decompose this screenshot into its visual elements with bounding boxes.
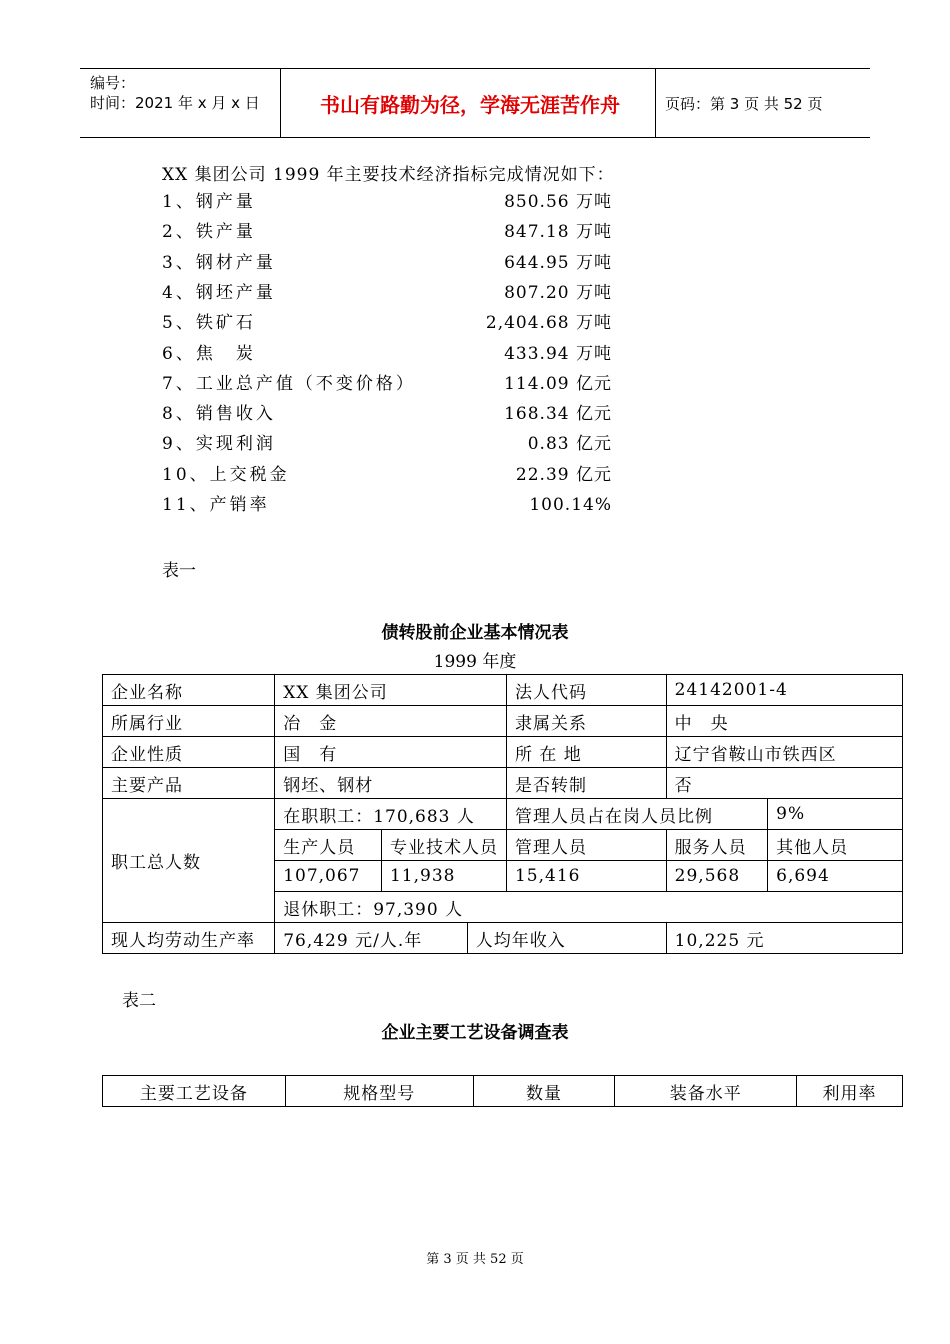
restructured-label: 是否转制: [506, 768, 666, 799]
productivity: 76,429 元/人.年: [275, 923, 468, 954]
table1-caption: 表一: [162, 561, 196, 581]
column-header: 装备水平: [615, 1076, 797, 1107]
mgmt-ratio-label: 管理人员占在岗人员比例: [506, 799, 767, 830]
page-info: 页码：第 3 页 共 52 页: [665, 95, 823, 113]
item-label: 1、钢产量: [162, 192, 256, 212]
staff-category: 专业技术人员: [381, 830, 506, 861]
company-name: XX 集团公司: [275, 675, 507, 706]
item-value: 807.20 万吨: [504, 283, 612, 303]
column-header: 规格型号: [285, 1076, 473, 1107]
item-label: 3、钢材产量: [162, 253, 276, 273]
income-label: 人均年收入: [467, 923, 666, 954]
table-row: [103, 706, 903, 737]
header-meta: [90, 73, 260, 113]
motto: 书山有路勤为径，学海无涯苦作舟: [320, 93, 620, 117]
item-label: 10、上交税金: [162, 465, 290, 485]
table1-subtitle: 1999 年度: [433, 652, 517, 672]
mgmt-ratio: 9%: [768, 799, 903, 830]
table-row: [103, 675, 903, 706]
company-name-label: 企业名称: [103, 675, 275, 706]
nature: 国 有: [275, 737, 507, 768]
table-header-row: [103, 1076, 903, 1107]
staff-category: 服务人员: [666, 830, 767, 861]
item-label: 8、销售收入: [162, 404, 276, 424]
table1-title: 债转股前企业基本情况表: [381, 623, 569, 643]
staff-category: 生产人员: [275, 830, 382, 861]
header-divider: [280, 69, 281, 137]
table-row: [103, 768, 903, 799]
staff-category: 其他人员: [768, 830, 903, 861]
staff-count: 29,568: [666, 861, 767, 892]
item-label: 2、铁产量: [162, 222, 256, 242]
staff-label: 职工总人数: [103, 799, 275, 923]
restructured: 否: [666, 768, 902, 799]
item-value: 100.14%: [529, 495, 612, 515]
retired-staff: 退休职工：97,390 人: [275, 892, 903, 923]
table-row: [103, 799, 903, 830]
affiliation-label: 隶属关系: [506, 706, 666, 737]
item-value: 847.18 万吨: [504, 222, 612, 242]
item-label: 11、产销率: [162, 495, 270, 515]
column-header: 主要工艺设备: [103, 1076, 286, 1107]
item-value: 0.83 亿元: [527, 434, 612, 454]
number-label: 编号：: [90, 74, 136, 92]
industry-label: 所属行业: [103, 706, 275, 737]
enterprise-info-table: [102, 674, 903, 954]
intro-text: XX 集团公司 1999 年主要技术经济指标完成情况如下：: [162, 165, 615, 185]
table2-title: 企业主要工艺设备调查表: [381, 1023, 569, 1043]
income: 10,225 元: [666, 923, 902, 954]
nature-label: 企业性质: [103, 737, 275, 768]
location-label: 所 在 地: [506, 737, 666, 768]
item-label: 4、钢坯产量: [162, 283, 276, 303]
industry: 冶 金: [275, 706, 507, 737]
item-label: 9、实现利润: [162, 434, 276, 454]
item-label: 7、工业总产值（不变价格）: [162, 374, 416, 394]
page-header: [80, 68, 870, 138]
productivity-label: 现人均劳动生产率: [103, 923, 275, 954]
page-footer: 第 3 页 共 52 页: [426, 1252, 524, 1267]
item-value: 22.39 亿元: [515, 465, 612, 485]
staff-count: 107,067: [275, 861, 382, 892]
staff-count: 6,694: [768, 861, 903, 892]
products: 钢坯、钢材: [275, 768, 507, 799]
item-value: 644.95 万吨: [504, 253, 612, 273]
item-label: 5、铁矿石: [162, 313, 256, 333]
column-header: 数量: [473, 1076, 615, 1107]
staff-category: 管理人员: [506, 830, 666, 861]
item-value: 114.09 亿元: [504, 374, 612, 394]
header-divider: [655, 69, 656, 137]
table2-caption: 表二: [122, 991, 156, 1011]
staff-count: 11,938: [381, 861, 506, 892]
staff-count: 15,416: [506, 861, 666, 892]
item-value: 850.56 万吨: [504, 192, 612, 212]
products-label: 主要产品: [103, 768, 275, 799]
affiliation: 中 央: [666, 706, 902, 737]
time-label: 时间：2021 年 x 月 x 日: [90, 94, 260, 112]
item-value: 2,404.68 万吨: [485, 313, 612, 333]
legal-code-label: 法人代码: [506, 675, 666, 706]
table-row: [103, 923, 903, 954]
legal-code: 24142001-4: [666, 675, 902, 706]
item-value: 433.94 万吨: [504, 344, 612, 364]
in-service-staff: 在职职工：170,683 人: [275, 799, 507, 830]
table-row: [103, 737, 903, 768]
item-label: 6、焦 炭: [162, 344, 256, 364]
location: 辽宁省鞍山市铁西区: [666, 737, 902, 768]
column-header: 利用率: [797, 1076, 903, 1107]
item-value: 168.34 亿元: [504, 404, 612, 424]
equipment-table: [102, 1075, 903, 1107]
